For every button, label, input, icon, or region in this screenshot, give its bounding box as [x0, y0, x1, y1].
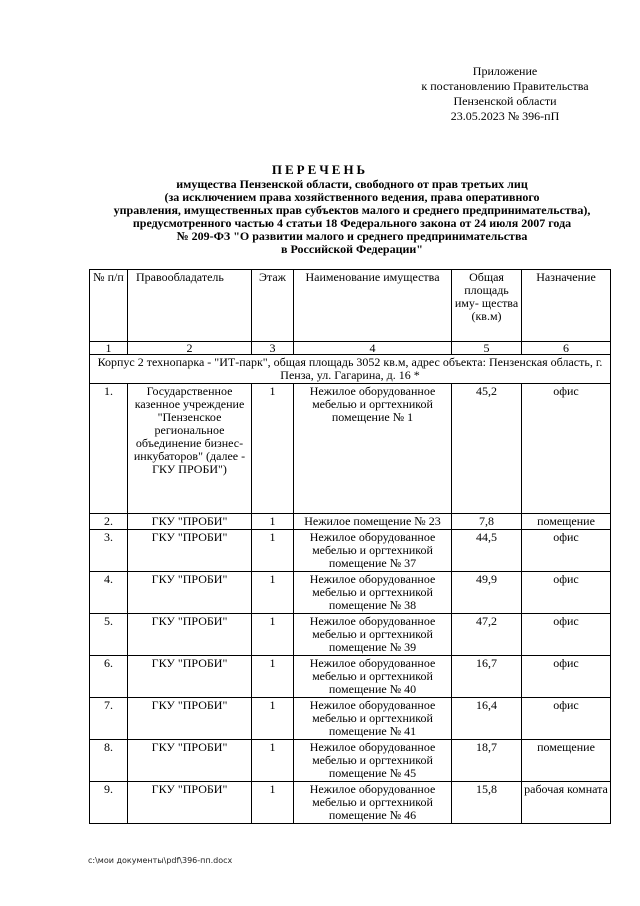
table-row — [90, 740, 611, 782]
appendix-line: Приложение — [472, 64, 538, 78]
cell-num: 9. — [90, 782, 128, 824]
cell-owner: ГКУ "ПРОБИ" — [128, 740, 252, 782]
cell-owner: Государственное казенное учреждение "Пензенское региональное объединение бизнес- инкубаторов" (далее - ГКУ ПРОБИ") — [128, 384, 252, 514]
cell-owner: ГКУ "ПРОБИ" — [128, 530, 252, 572]
table-row — [90, 572, 611, 614]
subtitle-line: в Российской Федерации" — [281, 242, 423, 256]
cell-purpose: офис — [522, 614, 611, 656]
cell-purpose: офис — [522, 698, 611, 740]
header-floor: Этаж — [252, 270, 294, 342]
cell-area: 44,5 — [452, 530, 522, 572]
cell-num: 2. — [90, 514, 128, 530]
header-num: № п/п — [90, 270, 128, 342]
cell-area: 16,7 — [452, 656, 522, 698]
table-row — [90, 614, 611, 656]
header-area: Общая площадь иму- щества (кв.м) — [452, 270, 522, 342]
cell-floor: 1 — [252, 740, 294, 782]
table-row — [90, 782, 611, 824]
cell-area: 49,9 — [452, 572, 522, 614]
cell-num: 3. — [90, 530, 128, 572]
cell-area: 45,2 — [452, 384, 522, 514]
cell-num: 4. — [90, 572, 128, 614]
column-number: 1 — [90, 342, 128, 355]
appendix-block — [400, 64, 610, 124]
cell-purpose: помещение — [522, 740, 611, 782]
table-row — [90, 698, 611, 740]
table-row — [90, 656, 611, 698]
cell-num: 7. — [90, 698, 128, 740]
appendix-date-number: 23.05.2023 № 396-пП — [450, 109, 560, 123]
table-row — [90, 384, 611, 514]
cell-purpose: рабочая комната — [522, 782, 611, 824]
cell-owner: ГКУ "ПРОБИ" — [128, 782, 252, 824]
column-number: 3 — [252, 342, 294, 355]
cell-floor: 1 — [252, 530, 294, 572]
cell-area: 15,8 — [452, 782, 522, 824]
cell-name: Нежилое помещение № 23 — [294, 514, 452, 530]
cell-num: 5. — [90, 614, 128, 656]
document-subtitle — [84, 178, 620, 256]
section-title: Корпус 2 технопарка - "ИТ-парк", общая площадь 3052 кв.м, адрес объекта: Пензенская область, г. Пенза, ул. Гагарина, д. 16 * — [90, 355, 611, 384]
cell-area: 7,8 — [452, 514, 522, 530]
header-name: Наименование имущества — [294, 270, 452, 342]
cell-purpose: офис — [522, 656, 611, 698]
cell-name: Нежилое оборудованное мебелью и оргтехникой помещение № 39 — [294, 614, 452, 656]
cell-area: 16,4 — [452, 698, 522, 740]
cell-name: Нежилое оборудованное мебелью и оргтехникой помещение № 46 — [294, 782, 452, 824]
cell-floor: 1 — [252, 614, 294, 656]
header-owner: Правообладатель — [128, 270, 252, 342]
cell-owner: ГКУ "ПРОБИ" — [128, 614, 252, 656]
column-number: 4 — [294, 342, 452, 355]
column-number-row — [90, 342, 611, 355]
appendix-line: к постановлению Правительства — [421, 79, 589, 93]
cell-num: 6. — [90, 656, 128, 698]
cell-purpose: офис — [522, 530, 611, 572]
column-number: 5 — [452, 342, 522, 355]
document-title: ПЕРЕЧЕНЬ — [271, 162, 369, 177]
cell-owner: ГКУ "ПРОБИ" — [128, 572, 252, 614]
header-purpose: Назначение — [522, 270, 611, 342]
cell-area: 47,2 — [452, 614, 522, 656]
section-row — [90, 355, 611, 384]
cell-name: Нежилое оборудованное мебелью и оргтехникой помещение № 1 — [294, 384, 452, 514]
cell-floor: 1 — [252, 698, 294, 740]
table-row — [90, 514, 611, 530]
column-number: 6 — [522, 342, 611, 355]
cell-name: Нежилое оборудованное мебелью и оргтехникой помещение № 40 — [294, 656, 452, 698]
cell-floor: 1 — [252, 656, 294, 698]
cell-num: 1. — [90, 384, 128, 514]
column-number: 2 — [128, 342, 252, 355]
cell-floor: 1 — [252, 572, 294, 614]
property-table — [89, 269, 611, 824]
cell-floor: 1 — [252, 384, 294, 514]
cell-floor: 1 — [252, 514, 294, 530]
table-row — [90, 530, 611, 572]
subtitle-line: имущества Пензенской области, свободного от прав третьих лиц — [176, 177, 528, 191]
cell-owner: ГКУ "ПРОБИ" — [128, 698, 252, 740]
cell-name: Нежилое оборудованное мебелью и оргтехникой помещение № 41 — [294, 698, 452, 740]
cell-purpose: офис — [522, 572, 611, 614]
subtitle-line: предусмотренного частью 4 статьи 18 Федерального закона от 24 июля 2007 года — [132, 216, 572, 230]
cell-purpose: помещение — [522, 514, 611, 530]
cell-name: Нежилое оборудованное мебелью и оргтехникой помещение № 38 — [294, 572, 452, 614]
subtitle-line: (за исключением права хозяйственного ведения, права оперативного — [164, 190, 540, 204]
appendix-line: Пензенской области — [453, 94, 557, 108]
cell-purpose: офис — [522, 384, 611, 514]
cell-area: 18,7 — [452, 740, 522, 782]
cell-owner: ГКУ "ПРОБИ" — [128, 514, 252, 530]
file-path-footer: c:\мои документы\pdf\396-пп.docx — [88, 856, 233, 865]
cell-floor: 1 — [252, 782, 294, 824]
cell-owner: ГКУ "ПРОБИ" — [128, 656, 252, 698]
table-header-row — [90, 270, 611, 342]
subtitle-line: управления, имущественных прав субъектов малого и среднего предпринимательства), — [113, 203, 591, 217]
cell-num: 8. — [90, 740, 128, 782]
cell-name: Нежилое оборудованное мебелью и оргтехникой помещение № 45 — [294, 740, 452, 782]
subtitle-line: № 209-ФЗ "О развитии малого и среднего предпринимательства — [176, 229, 528, 243]
cell-name: Нежилое оборудованное мебелью и оргтехникой помещение № 37 — [294, 530, 452, 572]
